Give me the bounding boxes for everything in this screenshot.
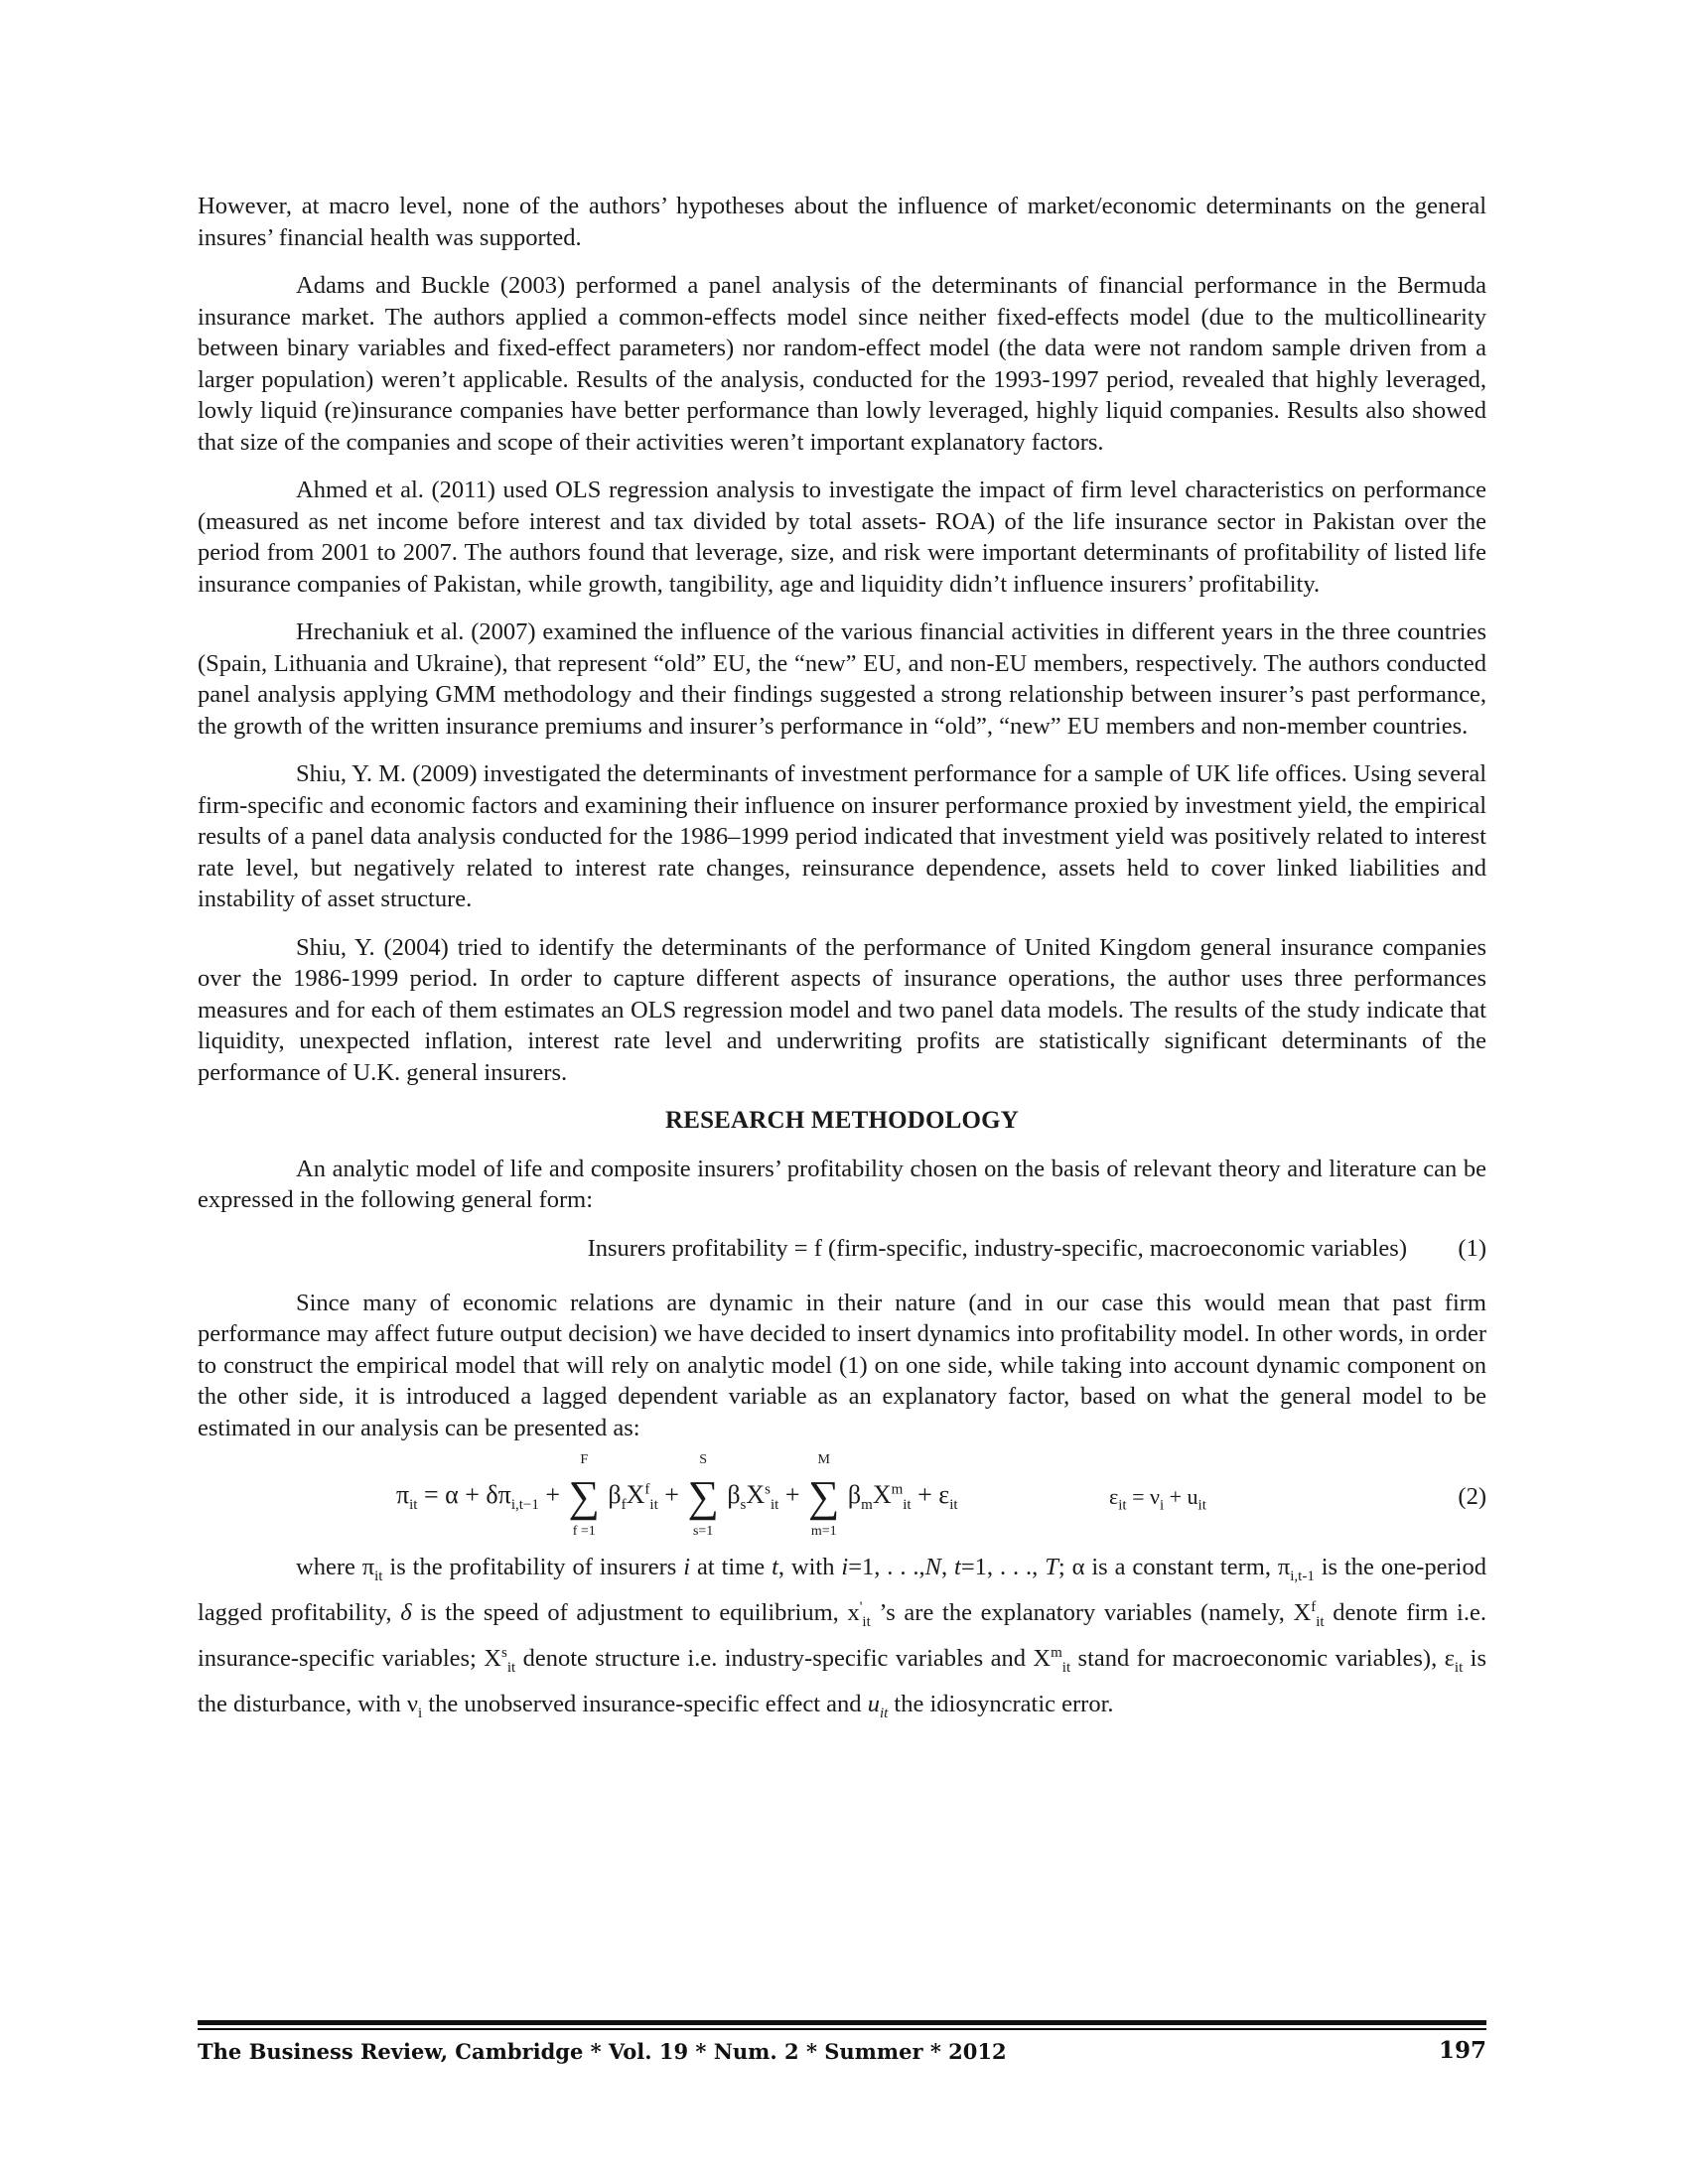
eq2-x-f: X	[626, 1480, 645, 1509]
def-var: N	[924, 1554, 941, 1580]
eq2-sum-firm-bottom: f =1	[572, 1524, 596, 1540]
def-sub: i,t-1	[1290, 1568, 1315, 1584]
footer-page-number: 197	[1438, 2037, 1486, 2064]
def-text: the idiosyncratic error.	[888, 1691, 1114, 1717]
def-var: i	[683, 1554, 691, 1580]
equation-2-formula	[396, 1452, 958, 1540]
def-sup: '	[859, 1598, 863, 1615]
def-text: ; α is a constant term, π	[1057, 1554, 1291, 1580]
def-var: t	[772, 1554, 778, 1580]
def-text: the unobserved insurance-specific effect and	[422, 1691, 868, 1717]
footer-rule-thick	[198, 2020, 1486, 2025]
def-text: stand for macroeconomic variables), ε	[1070, 1645, 1455, 1672]
def-var: T	[1045, 1554, 1058, 1580]
eq2-x-m: X	[872, 1480, 892, 1509]
eq2-epsilon-sub: it	[949, 1497, 958, 1514]
paragraph-1: However, at macro level, none of the authors’ hypotheses about the influence of market/economic determinants on the general insures’ financial health was supported.	[198, 193, 1486, 251]
eq2-sum-firm-top: F	[580, 1452, 589, 1468]
eq2-err-nu: = ν	[1126, 1484, 1160, 1509]
def-sub: it	[374, 1568, 383, 1584]
def-text: is the speed of adjustment to equilibrium, x	[411, 1599, 860, 1626]
def-text: =1, . . .,	[848, 1554, 925, 1580]
paragraph-dynamics: Since many of economic relations are dynamic in their nature (and in our case this would mean that past firm performance may affect future output decision) we have decided to insert dynamics into profitability model. In other words, in order to construct the empirical model that will rely on analytic model (1) on one side, while taking into account dynamic component on the other side, it is introduced a lagged dependent variable as an explanatory factor, based on what the general model to be estimated in our analysis can be presented as:	[198, 1289, 1486, 1441]
eq2-err-u-sub: it	[1197, 1497, 1206, 1514]
paragraph-shiu-2009: Shiu, Y. M. (2009) investigated the determinants of investment performance for a sample of UK life offices. Using several firm-specific and economic factors and examining their influence on insurer performance proxied by investment yield, the empirical results of a panel data analysis conducted for the 1986–1999 period indicated that investment yield was positively related to interest rate level, but negatively related to interest rate changes, reinsurance dependence, assets held to cover linked liabilities and instability of asset structure.	[198, 760, 1486, 912]
eq2-pi-sub: it	[409, 1497, 418, 1514]
def-text: =1, . . .,	[960, 1554, 1046, 1580]
eq2-sum-firm	[568, 1452, 600, 1540]
eq2-err-u: + u	[1164, 1484, 1198, 1509]
equation-2-error-term	[1109, 1481, 1206, 1513]
paragraph-variable-definitions	[198, 1545, 1486, 1727]
eq2-x-s: X	[746, 1480, 766, 1509]
eq2-plus-2: +	[664, 1480, 679, 1509]
eq2-epsilon: + ε	[917, 1480, 950, 1509]
eq2-x-m-sup: m	[891, 1481, 904, 1498]
eq2-err-eps: ε	[1109, 1484, 1119, 1509]
equation-1	[198, 1233, 1486, 1266]
def-text: where π	[296, 1554, 375, 1580]
def-sup: m	[1051, 1644, 1062, 1661]
def-var: i	[841, 1554, 849, 1580]
def-text: ’s are the explanatory variables (namely, X	[870, 1599, 1312, 1626]
eq2-beta-m-sub: m	[861, 1497, 873, 1514]
eq2-beta-s-sub: s	[740, 1497, 747, 1514]
eq2-x-f-sup: f	[644, 1481, 650, 1498]
footer-rule-thin	[198, 2028, 1486, 2030]
def-var: δ	[400, 1599, 412, 1626]
eq2-err-eps-sub: it	[1118, 1497, 1127, 1514]
eq2-sum-macro	[808, 1452, 840, 1540]
def-text: is the one-period lagged profitability,	[198, 1554, 1486, 1626]
page-body	[198, 191, 1486, 1727]
def-var: u	[867, 1691, 880, 1717]
eq2-x-s-sup: s	[765, 1481, 772, 1498]
def-text: is the disturbance, with ν	[198, 1645, 1486, 1717]
def-var: t	[954, 1554, 961, 1580]
eq2-beta-s: β	[727, 1480, 741, 1509]
eq2-sum-macro-symbol: ∑	[808, 1472, 840, 1522]
paragraph-shiu-2004: Shiu, Y. (2004) tried to identify the determinants of the performance of United Kingdom general insurance companies over the 1986-1999 period. In order to capture different aspects of insurance operations, the author uses three performances measures and for each of them estimates an OLS regression model and two panel data models. The results of the study indicate that liquidity, unexpected inflation, interest rate level and underwriting profits are statistically significant determinants of the performance of U.K. general insurers.	[198, 933, 1486, 1086]
eq2-err-nu-sub: i	[1159, 1497, 1165, 1514]
paragraph-analytic-model: An analytic model of life and composite insurers’ profitability chosen on the basis of relevant theory and literature can be expressed in the following general form:	[198, 1155, 1486, 1213]
eq2-beta-f: β	[608, 1480, 622, 1509]
equation-2-number: (2)	[1458, 1483, 1486, 1510]
paragraph-hrechaniuk: Hrechaniuk et al. (2007) examined the influence of the various financial activities in different years in the three countries (Spain, Lithuania and Ukraine), that represent “old” EU, the “new” EU, and non-EU members, respectively. The authors conducted panel analysis applying GMM methodology and their findings suggested a strong relationship between insurer’s past performance, the growth of the written insurance premiums and insurer’s performance in “old”, “new” EU members and non-member countries.	[198, 618, 1486, 740]
def-text: , with	[777, 1554, 842, 1580]
eq2-lag-sub: i,t−1	[510, 1497, 539, 1514]
eq2-beta-m: β	[847, 1480, 862, 1509]
eq2-x-s-sub: it	[771, 1497, 779, 1514]
def-sup: f	[1311, 1598, 1317, 1615]
eq2-sum-structure-bottom: s=1	[692, 1524, 714, 1540]
def-sub: it	[1061, 1659, 1071, 1676]
def-text: denote firm i.e. insurance-specific variables; X	[198, 1599, 1486, 1672]
equation-1-text: Insurers profitability = f (firm-specific, industry-specific, macroeconomic variables)	[587, 1234, 1407, 1262]
eq2-plus-3: +	[784, 1480, 800, 1509]
def-sub: it	[1454, 1659, 1464, 1676]
eq2-sum-structure	[687, 1452, 719, 1540]
eq2-plus-1: +	[545, 1480, 561, 1509]
def-sub: i	[418, 1705, 423, 1721]
def-sub: it	[1316, 1613, 1325, 1630]
eq2-x-f-sub: it	[649, 1497, 658, 1514]
eq2-sum-macro-bottom: m=1	[810, 1524, 837, 1540]
eq2-x-m-sub: it	[903, 1497, 912, 1514]
eq2-sum-firm-symbol: ∑	[568, 1472, 600, 1522]
equation-2	[198, 1449, 1486, 1541]
def-sub: it	[879, 1705, 889, 1721]
eq2-sum-structure-top: S	[699, 1452, 708, 1468]
def-text: is the profitability of insurers	[382, 1554, 684, 1580]
section-heading: RESEARCH METHODOLOGY	[664, 1107, 1020, 1134]
eq2-pi: π	[396, 1480, 410, 1509]
eq2-beta-f-sub: f	[621, 1497, 627, 1514]
eq2-sum-macro-top: M	[817, 1452, 830, 1468]
paragraph-ahmed: Ahmed et al. (2011) used OLS regression analysis to investigate the impact of firm level characteristics on performance (measured as net income before interest and tax divided by total assets- ROA) of the life insurance sector in Pakistan over the period from 2001 to 2007. The authors found that leverage, size, and risk were important determinants of profitability of listed life insurance companies of Pakistan, while growth, tangibility, age and liquidity didn’t influence insurers’ profitability.	[198, 477, 1486, 598]
def-sub: it	[506, 1659, 516, 1676]
def-sup: s	[500, 1644, 507, 1661]
def-text: ,	[940, 1554, 955, 1580]
equation-1-number: (1)	[1458, 1234, 1486, 1262]
footer-journal: The Business Review, Cambridge * Vol. 19 * Num. 2 * Summer * 2012	[198, 2039, 1007, 2064]
eq2-sum-structure-symbol: ∑	[687, 1472, 719, 1522]
eq2-alpha-delta: = α + δπ	[423, 1480, 511, 1509]
def-sub: it	[862, 1613, 871, 1630]
def-text: at time	[690, 1554, 773, 1580]
def-text: denote structure i.e. industry-specific variables and X	[515, 1645, 1052, 1672]
paragraph-adams-buckle: Adams and Buckle (2003) performed a panel analysis of the determinants of financial performance in the Bermuda insurance market. The authors applied a common-effects model since neither fixed-effects model (due to the multicollinearity between binary variables and fixed-effect parameters) nor random-effect model (the data were not random sample driven from a larger population) weren’t applicable. Results of the analysis, conducted for the 1993-1997 period, revealed that highly leveraged, lowly liquid (re)insurance companies have better performance than lowly leveraged, highly liquid companies. Results also showed that size of the companies and scope of their activities weren’t important explanatory factors.	[198, 272, 1486, 456]
